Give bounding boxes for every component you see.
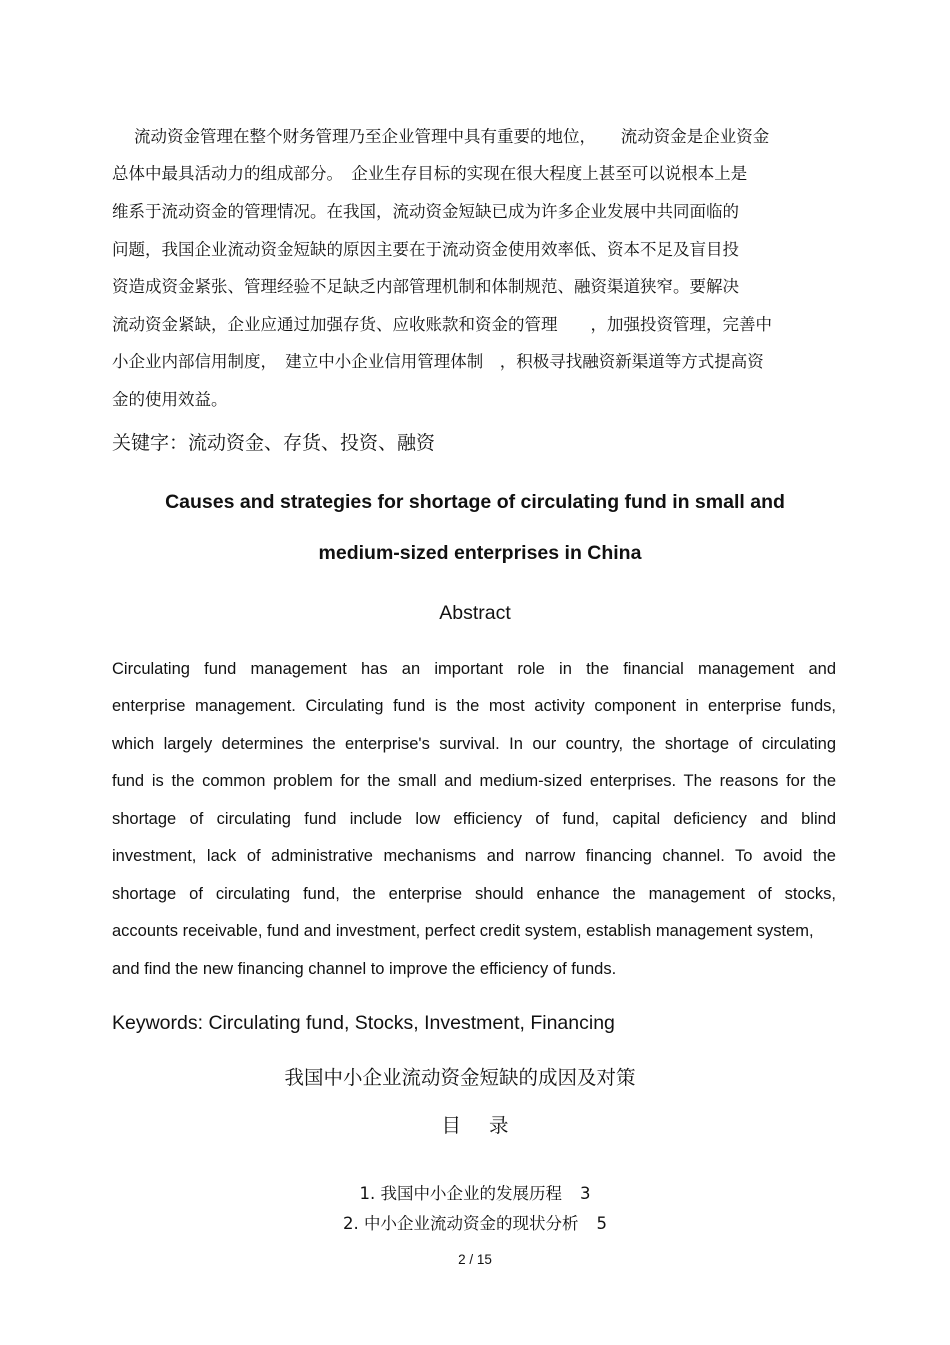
page-number: 2 / 15 (458, 1252, 492, 1267)
en-abstract-line: enterprise management. Circulating fund is the most activity component in enterprise funds, (112, 697, 836, 715)
english-title-line-2: medium-sized enterprises in China (318, 542, 642, 564)
en-abstract-line: investment, lack of administrative mechanisms and narrow financing channel. To avoid the (112, 847, 836, 865)
en-abstract-line: and find the new financing channel to improve the efficiency of funds. (112, 960, 617, 978)
toc-entry[interactable] (0, 1210, 950, 1234)
toc-entry-label: 1. 我国中小企业的发展历程 (359, 1184, 562, 1203)
en-abstract-line: shortage of circulating fund, the enterprise should enhance the management of stocks, (112, 885, 836, 903)
en-abstract-line: which largely determines the enterprise's survival. In our country, the shortage of circulating (112, 735, 836, 753)
cn-abstract-line: 总体中最具活动力的组成部分。 企业生存目标的实现在很大程度上甚至可以说根本上是 (112, 164, 748, 183)
cn-abstract-line: 金的使用效益。 (112, 390, 228, 409)
cn-abstract-line: 资造成资金紧张、管理经验不足缺乏内部管理机制和体制规范、融资渠道狭窄。要解决 (112, 277, 739, 296)
english-title-line-1: Causes and strategies for shortage of circulating fund in small and (165, 491, 785, 513)
toc-entry-page: 3 (580, 1184, 591, 1203)
en-abstract-line: Circulating fund management has an important role in the financial management and (112, 660, 836, 678)
toc-heading: 目录 (441, 1114, 537, 1137)
chinese-title: 我国中小企业流动资金短缺的成因及对策 (284, 1066, 636, 1089)
abstract-heading: Abstract (439, 602, 511, 624)
en-abstract-line: shortage of circulating fund include low efficiency of fund, capital deficiency and blind (112, 810, 836, 828)
chinese-keywords: 关键字：流动资金、存货、投资、融资 (112, 432, 436, 454)
cn-abstract-line: 流动资金管理在整个财务管理乃至企业管理中具有重要的地位， 流动资金是企业资金 (134, 127, 770, 146)
english-keywords: Keywords: Circulating fund, Stocks, Investment, Financing (112, 1012, 615, 1034)
toc-entry-label: 2. 中小企业流动资金的现状分析 (343, 1214, 579, 1233)
toc-entry-page: 5 (596, 1214, 607, 1233)
en-abstract-line: accounts receivable, fund and investment, perfect credit system, establish management system, (112, 922, 814, 940)
en-abstract-line: fund is the common problem for the small and medium-sized enterprises. The reasons for the (112, 772, 836, 790)
cn-abstract-line: 流动资金紧缺，企业应通过加强存货、应收账款和资金的管理 ，加强投资管理，完善中 (112, 315, 772, 334)
cn-abstract-line: 问题，我国企业流动资金短缺的原因主要在于流动资金使用效率低、资本不足及盲目投 (112, 240, 739, 259)
toc-entry[interactable] (0, 1180, 950, 1204)
cn-abstract-line: 小企业内部信用制度， 建立中小企业信用管理体制 ，积极寻找融资新渠道等方式提高资 (112, 352, 764, 371)
cn-abstract-line: 维系于流动资金的管理情况。在我国，流动资金短缺已成为许多企业发展中共同面临的 (112, 202, 739, 221)
